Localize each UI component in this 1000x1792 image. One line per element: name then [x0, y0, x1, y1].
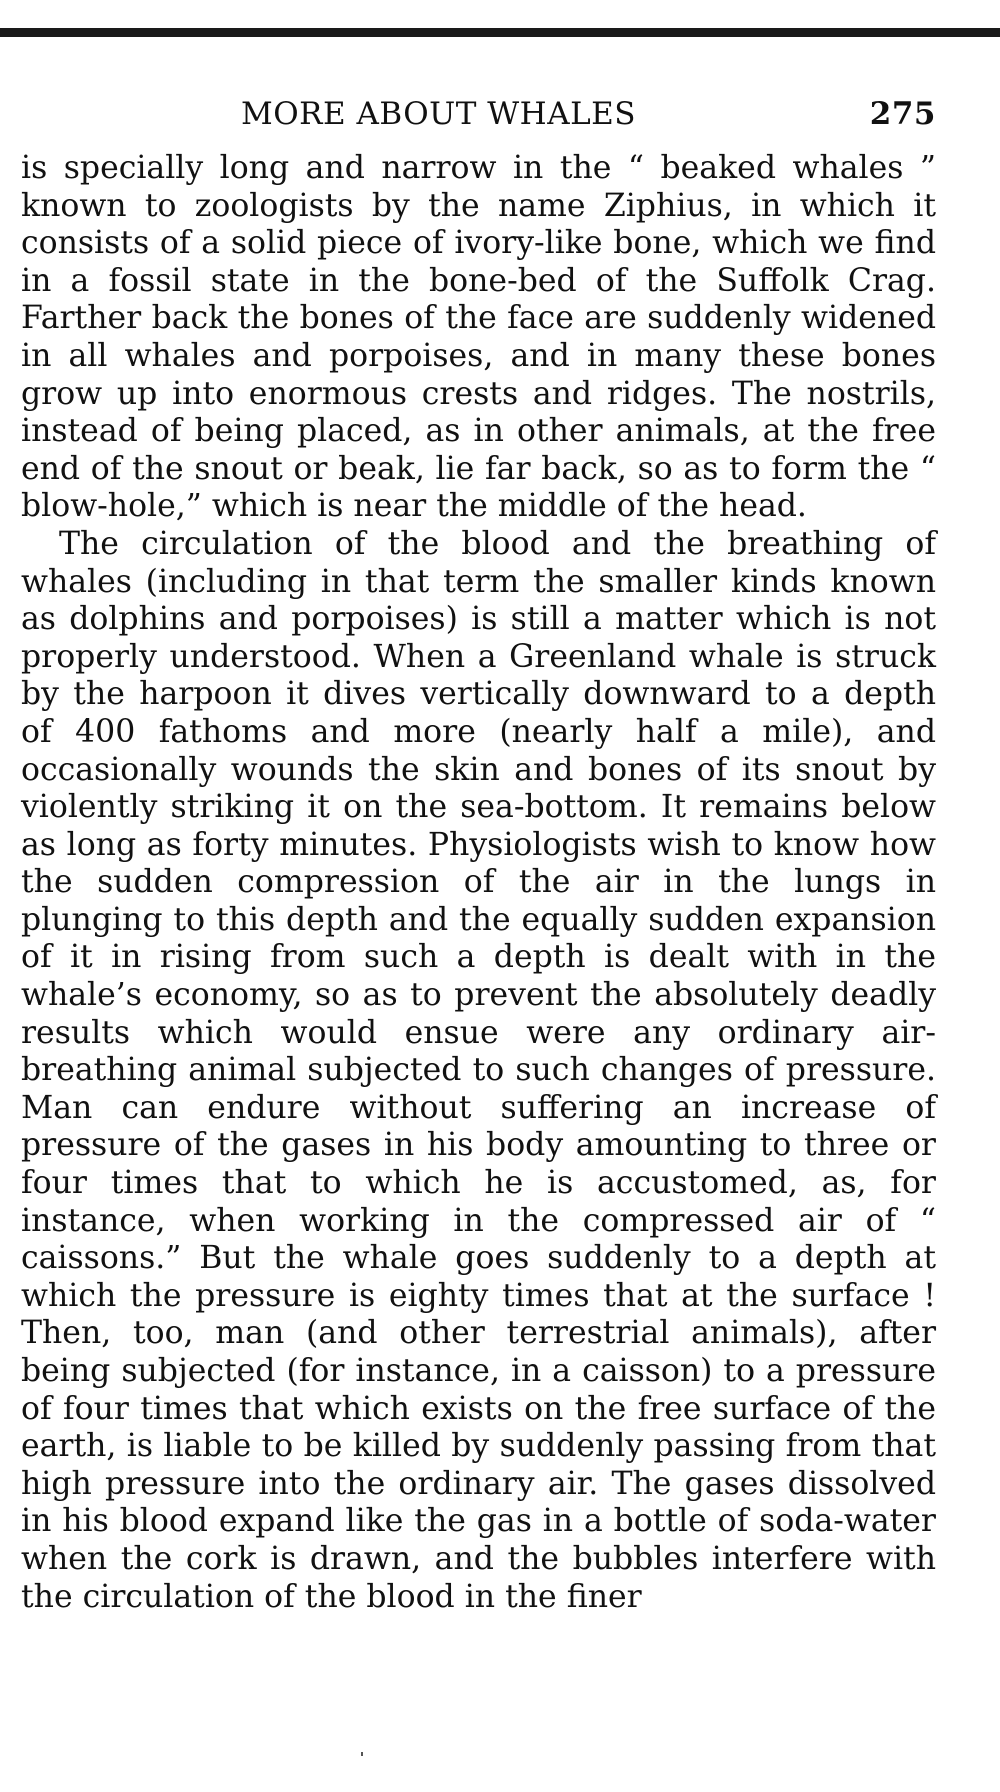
top-border-rule [0, 28, 1000, 37]
paragraph-continued: is specially long and narrow in the “ beaked whales ” known to zoologists by the name Ziphius, in which it consists of a solid piece of ivory-like bone, which we find in a fossil state in the bone-bed of the Suffolk Crag. Farther back the bones of the face are suddenly widened in all whales and porpoises, and in many these bones grow up into enormous crests and ridges. The nostrils, instead of being placed, as in other animals, at the free end of the snout or beak, lie far back, so as to form the “ blow-hole,” which is near the middle of the head. [21, 150, 936, 525]
print-speck [361, 1752, 363, 1756]
page-number: 275 [869, 96, 936, 132]
paragraph-circulation: The circulation of the blood and the breathing of whales (including in that term the smaller kinds known as dolphins and porpoises) is still a matter which is not properly understood. When a Greenland whale is struck by the harpoon it dives vertically downward to a depth of 400 fathoms and more (nearly half a mile), and occasionally wounds the skin and bones of its snout by violently striking it on the sea-bottom. It remains below as long as forty minutes. Physiologists wish to know how the sudden compression of the air in the lungs in plunging to this depth and the equally sudden expansion of it in rising from such a depth is dealt with in the whale’s economy, so as to prevent the absolutely deadly results which would ensue were any ordinary air-breathing animal subjected to such changes of pressure. Man can endure without suffering an increase of pressure of the gases in his body amounting to three or four times that to which he is accustomed, as, for instance, when working in the compressed air of “ caissons.” But the whale goes suddenly to a depth at which the pressure is eighty times that at the surface ! Then, too, man (and other terrestrial animals), after being subjected (for instance, in a caisson) to a pressure of four times that which exists on the free surface of the earth, is liable to be killed by suddenly passing from that high pressure into the ordinary air. The gases dissolved in his blood expand like the gas in a bottle of soda-water when the cork is drawn, and the bubbles interfere with the circulation of the blood in the finer [21, 525, 936, 1615]
page-title: MORE ABOUT WHALES [241, 96, 637, 132]
running-header [21, 92, 936, 136]
body-text [21, 150, 936, 1616]
